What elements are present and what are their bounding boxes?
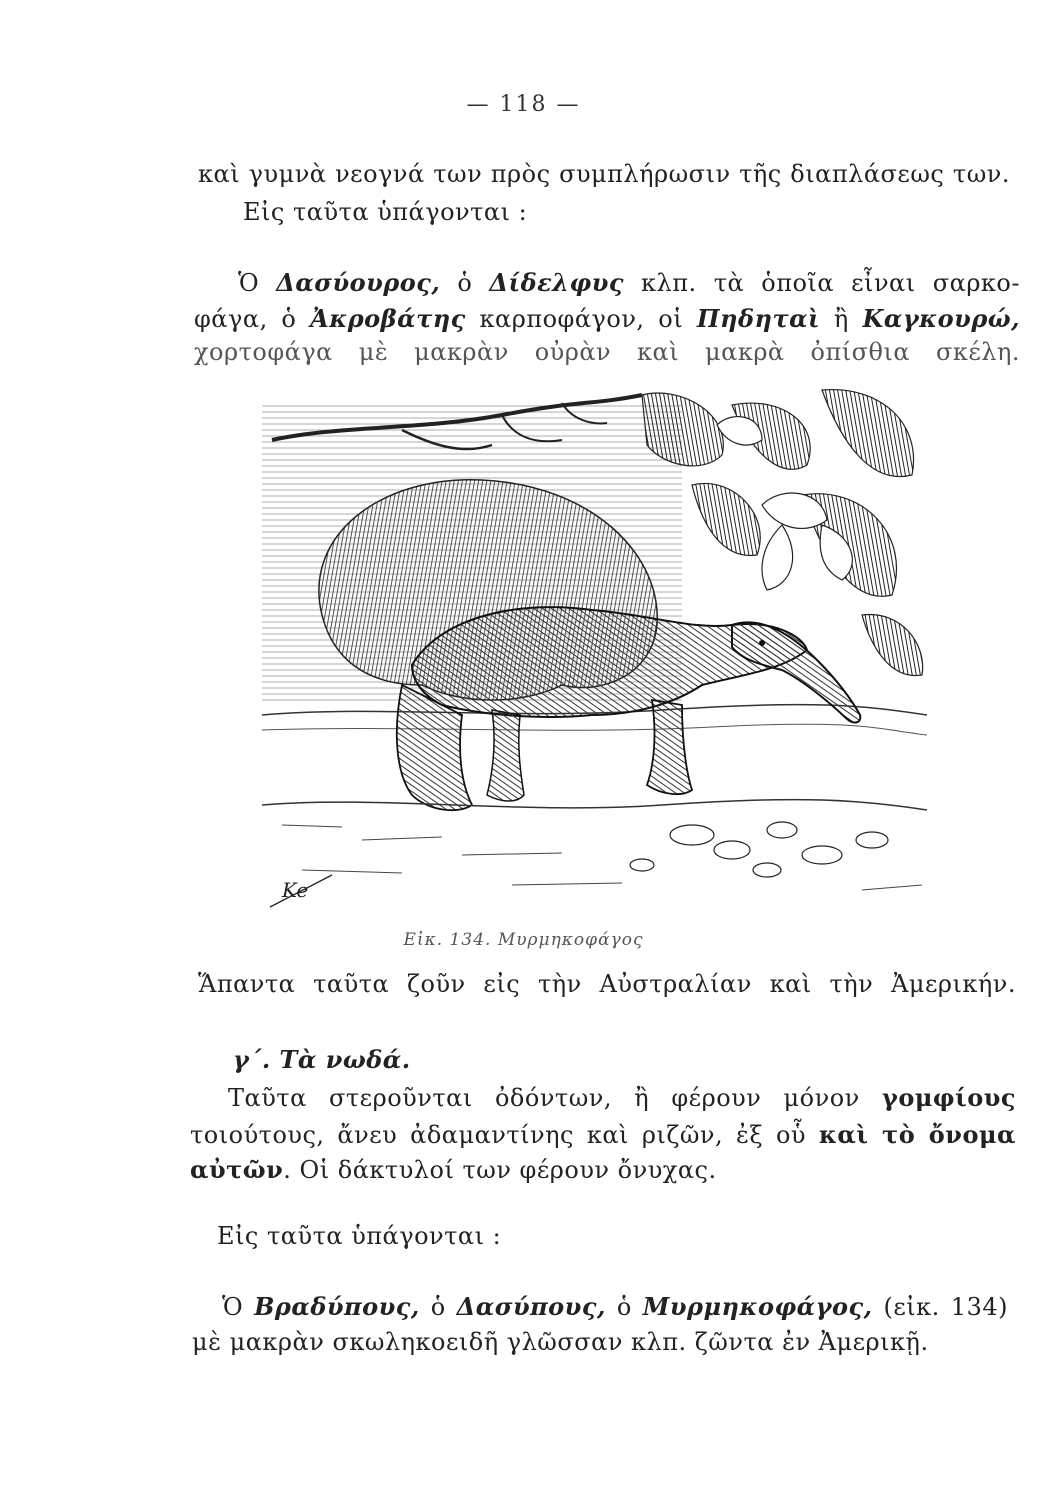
subheading: Εἰς ταῦτα ὑπάγονται : bbox=[217, 1222, 502, 1250]
text-line: Εἰς ταῦτα ὑπάγονται : bbox=[243, 198, 528, 226]
term-didelfys: Δίδελφυς bbox=[489, 268, 624, 297]
text-span: Ταῦτα στεροῦνται ὀδόντων, ἢ φέρουν μόνον bbox=[228, 1084, 882, 1112]
text-line: χορτοφάγα μὲ μακρὰν οὐρὰν καὶ μακρὰ ὀπίσθια σκέλη. bbox=[194, 338, 1020, 366]
text-span: ὁ bbox=[440, 269, 490, 297]
text-span: κλπ. τὰ ὁποῖα εἶναι σαρκο- bbox=[623, 269, 1020, 297]
text-span: τοιούτους, ἄνευ ἀδαμαντίνης καὶ ριζῶν, ἐξ οὗ bbox=[190, 1121, 819, 1149]
text-line bbox=[228, 1083, 1016, 1112]
text-line: μὲ μακρὰν σκωληκοειδῆ γλῶσσαν κλπ. ζῶντα ἐν Ἀμερικῇ. bbox=[192, 1328, 929, 1356]
text-span: Ὁ bbox=[238, 269, 277, 297]
term-myrmikofagos: Μυρμηκοφάγος, bbox=[642, 1292, 873, 1321]
text-span: ὁ bbox=[419, 1293, 457, 1321]
term-akrovatis: Ἀκροβάτης bbox=[310, 304, 466, 333]
term-dasypous: Δασύπους, bbox=[456, 1292, 606, 1321]
text-span: . Οἱ δάκτυλοί των φέρουν ὄνυχας. bbox=[283, 1156, 717, 1184]
text-line bbox=[222, 1292, 1008, 1321]
page-number: — 118 — bbox=[466, 92, 581, 117]
figure-caption: Εἰκ. 134. Μυρμηκοφάγος bbox=[403, 930, 644, 950]
text-line bbox=[238, 268, 1020, 297]
text-span: ἢ bbox=[820, 305, 863, 333]
text-span: ὁ bbox=[605, 1293, 643, 1321]
anteater-illustration bbox=[262, 385, 927, 915]
term-kangaroo: Καγκουρώ, bbox=[862, 304, 1020, 333]
term-auton: αὐτῶν bbox=[190, 1155, 284, 1184]
term-dasyouros: Δασύουρος, bbox=[276, 268, 441, 297]
text-span: καρποφάγον, οἱ bbox=[465, 305, 697, 333]
text-line bbox=[194, 304, 1020, 333]
text-line: Ἅπαντα ταῦτα ζοῦν εἰς τὴν Αὐστραλίαν καὶ τὴν Ἀμερικήν. bbox=[198, 970, 1016, 998]
text-span: Ὁ bbox=[222, 1293, 255, 1321]
engraver-signature: Ke bbox=[282, 878, 309, 902]
section-heading: γ΄. Τὰ νωδά. bbox=[233, 1045, 411, 1074]
term-onoma: καὶ τὸ ὄνομα bbox=[818, 1120, 1017, 1149]
text-span: φάγα, ὁ bbox=[194, 305, 311, 333]
term-vradypous: Βραδύπους, bbox=[254, 1292, 420, 1321]
text-line: καὶ γυμνὰ νεογνά των πρὸς συμπλήρωσιν τῆς διαπλάσεως των. bbox=[198, 160, 1010, 188]
text-line bbox=[190, 1120, 1016, 1149]
text-line bbox=[190, 1155, 717, 1184]
text-span: (εἰκ. 134) bbox=[872, 1293, 1008, 1321]
term-gomfious: γομφίους bbox=[881, 1083, 1016, 1112]
term-pidites: Πηδηταὶ bbox=[696, 304, 821, 333]
